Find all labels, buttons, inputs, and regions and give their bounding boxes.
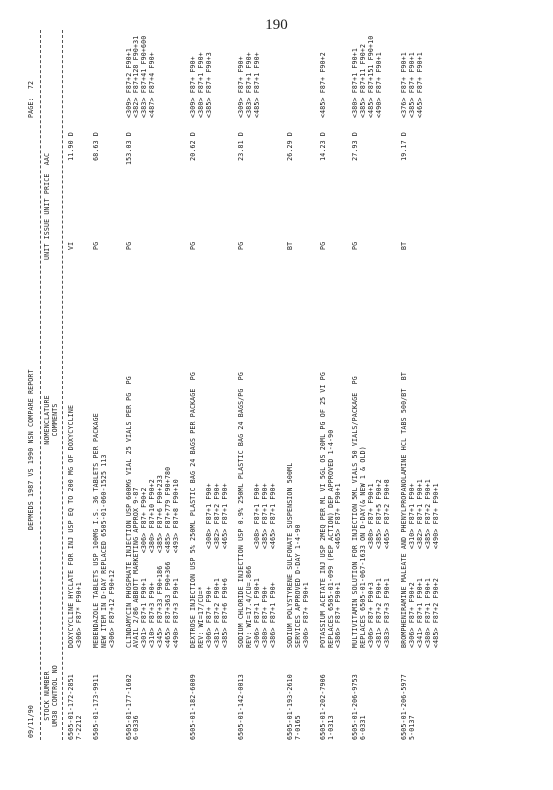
column-nomenclature: NOMENCLATURE COMMENTS [43, 395, 59, 445]
report-item [401, 30, 441, 740]
unit-price: 20.62 D [188, 132, 197, 161]
item-codes: <380> F87+1 F90+1 <385> F87+11 F90+2 <485> F87+151 F90+10 <490> F87+ F90+1 [351, 35, 384, 118]
unit-issue: BT [399, 241, 408, 250]
page-number: 190 [265, 17, 288, 33]
unit-issue: VI [67, 241, 75, 250]
item-codes: <309> F87+2 F90+1 <382> F87+128 F90+31 <383> F87+41 F90+600 <487> F87+4 F90+ [124, 35, 157, 118]
report-item [238, 30, 278, 740]
unit-price: 27.93 D [351, 132, 360, 161]
unit-issue: BT [285, 241, 294, 250]
unit-issue: PG [351, 241, 360, 250]
item-description: DOXYCYCLINE HYCLATE FOR INJ USP EQ TO 200 MG OF DOXYCYCLINE [67, 404, 75, 648]
unit-price: 68.63 D [91, 132, 100, 161]
item-description: SODIUM POLYSTYRENE SULFONATE SUSPENSION 500ML SERVICES APPROVED D-DAY 1-4-90 <306> F87+ F90+1 [285, 462, 310, 648]
unit-price: 26.29 D [285, 132, 294, 161]
item-description: SODIUM CHLORIDE INJECTION USP 0.9% 250ML PLASTIC BAG 24 BAGS/PG PG REV: WI=17.4/CU=.866 <306> F87+1 F90+1 <308> F87+1 F90+ <380> F87+ F90+ <385> F87+1 F90+ <386> F87+1 F90+ <465> F87+1 F90+ [237, 371, 278, 648]
stock-number: 6505-01-193-2610 7-0165 [285, 674, 302, 740]
report-item [320, 30, 344, 740]
item-description: DEXTROSE INJECTION USP 5% 250ML PLASTIC BAG 24 BAGS PER PACKAGE PG REV: WI=17/CU=* <306> F87+ F90+ <308> F87+1 F90+ <381> F87+2 F90+1 <382> F87+2 F90+ <385> F87+6 F90+6 <465> F87+1 F90+ [188, 371, 229, 648]
unit-issue: PG [188, 241, 197, 250]
report-sheet [28, 30, 548, 740]
unit-price: 11.90 D [67, 132, 75, 161]
stock-number: 6505-01-173-9911 [91, 674, 100, 740]
item-facility-codes: <306> F87* F90+1 [74, 582, 83, 648]
unit-price: 23.81 D [237, 132, 246, 161]
stock-number: 6505-01-202-7906 1-0313 [318, 674, 335, 740]
report-item [93, 30, 117, 740]
stock-number: 6505-01-142-0013 [237, 674, 246, 740]
unit-price: 19.17 D [399, 132, 408, 161]
report-title: DEPMEDS 1987 VS 1990 NSN COMPARE REPORT [27, 369, 35, 530]
item-codes: <309> F87+ F90+ <380> F87+1 F90+ <385> F87+ F90+3 [188, 52, 213, 118]
report-item [287, 30, 311, 740]
item-description: CLINDAMYCIN PHOSPHATE INJECTION USP 600MG VIAL 25 VIALS PER PG PG AVAIL 2/86 ABBOTT MARKETING APPROX 9-87 <301> F87+1 F90+1 <306> F87+ F90+2 <310> F87+3 F90+ <380> F87+10 F90+2 <345> F87+33 F90+186 <385> F87+6 F90+233 <465> F87+363 F90+366 <485> F87+779 F90+780 <490> F87+3 F90+1 <493> F87+8 F90+10 [124, 376, 180, 648]
report-item [126, 30, 181, 740]
report-date: 09/11/90 [27, 705, 35, 738]
report-item [352, 30, 392, 740]
item-codes: <309> F87+ F90+ <383> F87+1 F90+ <485> F87+1 F90+ [237, 52, 262, 118]
item-codes: <485> F87+ F90+2 [318, 52, 327, 118]
unit-price: 153.03 D [124, 132, 133, 165]
report-item [190, 30, 230, 740]
stock-number: 6505-01-206-5977 5-0137 [399, 674, 416, 740]
stock-number: 6505-01-206-9753 6-0331 [351, 674, 368, 740]
item-description: MULTIVITAMIN SOLUTION FOR INJECTION 5ML VIALS 50 VIALS/PACKAGE PG REPLACES 6505-01-067-1633 ON D-DAY(& NEW 1 & OLD) <306> F87+ F90+3 <380> F87+ F90+1 <381> F87+2 F90+1 <385> F87+5 F90+2 <383> F87+3 F90+1 <465> F87+2 F90+8 [351, 376, 391, 648]
column-unit-price: UNIT ISSUE UNIT PRICE AAC [43, 152, 51, 260]
column-rule [62, 30, 63, 740]
stock-number: 6505-01-172-2851 7-2212 [67, 674, 83, 740]
unit-price: 14.23 D [318, 132, 327, 161]
unit-issue: PG [237, 241, 246, 250]
item-description: MEBENDAZOLE TABLETS USP 100MG I.S. 36 TABLETS PER PACKAGE NEW ITEM IN D-DAY REPLACED 6505-01-060-1525 113 <306> F87+12 F90+12 [91, 413, 116, 648]
header-rule [40, 30, 41, 740]
item-description: BROMPHENIRAMINE MALEATE AND PHENYLPROPANOLAMINE HCL TABS 500/BT BT <306> F87+ F90+2 <310> F87+1 F90+ <341> F87+1 F90+1 <382> F87+1 F90+1 <380> F87+1 F90+1 <385> F87+2 F90+1 <485> F87+2 F90+2 <490> F87+ F90+1 [399, 371, 440, 648]
unit-issue: PG [124, 241, 133, 250]
report-item [68, 30, 84, 740]
unit-issue: PG [318, 241, 327, 250]
item-list [68, 30, 449, 740]
report-page: PAGE: 72 [27, 80, 35, 118]
column-stock-number: STOCK NUMBER UM38 CONTROL NO [43, 665, 59, 727]
item-codes: <376> F87+ F90+1 <385> F87+ F90+1 <465> F87+ F90+1 [399, 52, 424, 118]
unit-issue: PG [91, 241, 100, 250]
stock-number: 6505-01-177-1602 6-0336 [124, 674, 141, 740]
stock-number: 6505-01-182-6009 [188, 674, 197, 740]
item-description: POTASSIUM ACETATE INJ USP 2MEQ PER ML VI 5GL OS 20ML PG OF 25 VI PG REPLACES 6505-01-099 (PEP ACTION) DEP APPROVED 1-4-90 <386> F87+ F90+1 <465> F87+ F90+1 [318, 371, 343, 648]
